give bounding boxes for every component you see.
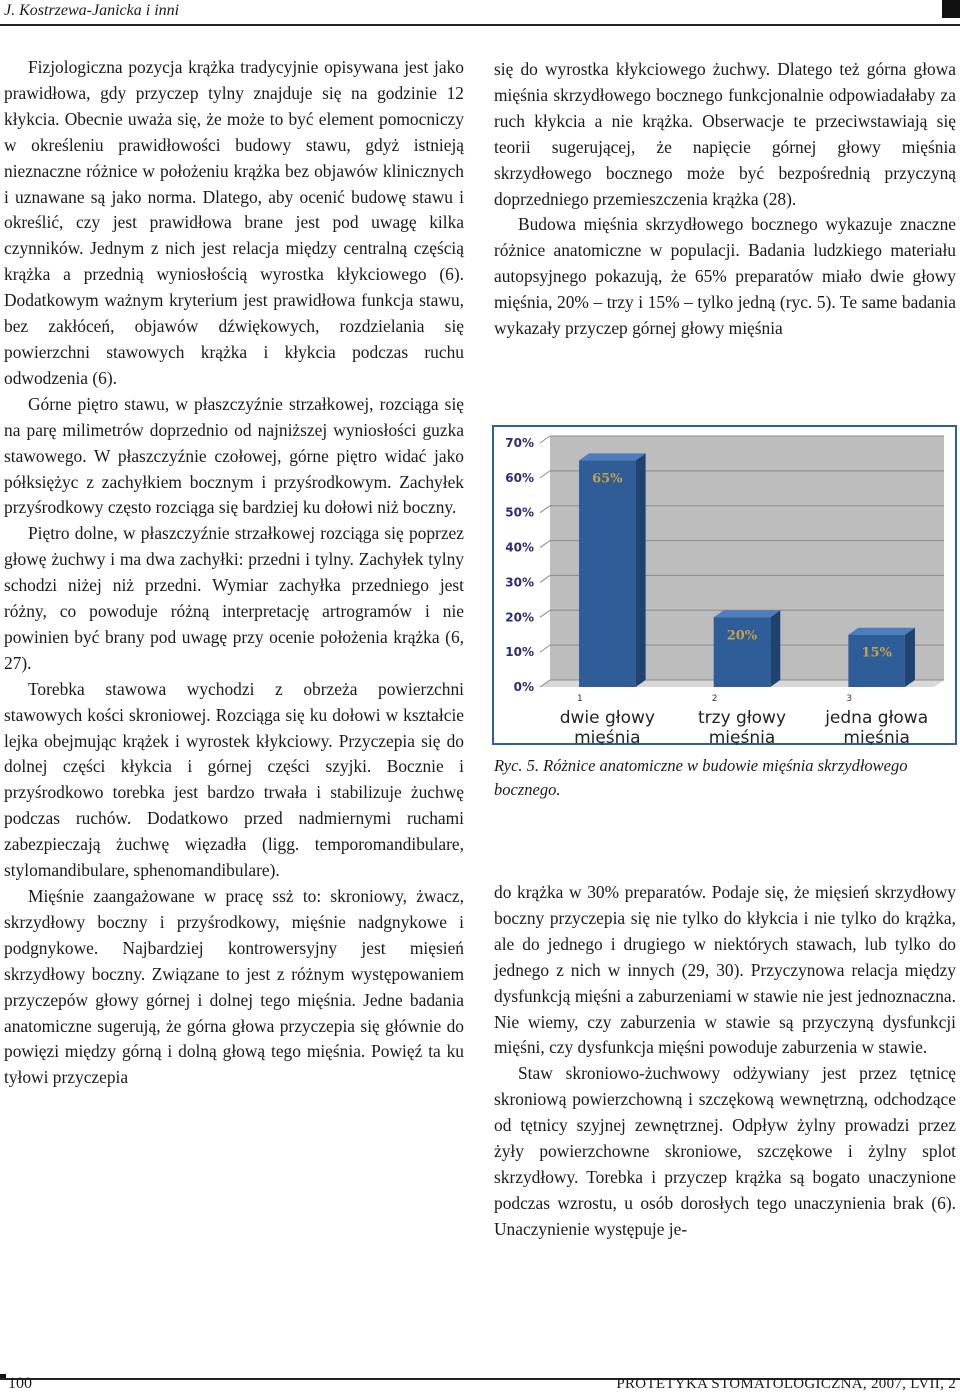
paragraph: Górne piętro stawu, w płaszczyźnie strzałkowej, rozciąga się na parę milimetrów doprzednio od najniższej wyniosłości guzka stawowego. W płaszczyźnie czołowej, górne piętro widać jako półksiężyc z zachyłkiem bocznym i przyśrodkowym. Zachyłek przyśrodkowy często rozciąga się bardziej ku dołowi niż boczny. [4,393,464,518]
bar-side [636,453,646,687]
y-tick-label: 50% [505,505,534,520]
figure-caption: Ryc. 5. Różnice anatomiczne w budowie mięśnia skrzydłowego bocznego. [494,756,908,799]
figure-chart [492,425,957,745]
x-category-label-line: jedna głowa [825,708,929,728]
bar-value-label: 15% [861,645,892,661]
x-category-number: 3 [846,694,853,704]
paragraph: Fizjologiczna pozycja krążka tradycyjnie opisywana jest jako prawidłowa, gdy przyczep tylny znajduje się na godzinie 12 kłykcia. Obecnie uważa się, że może to być element pomocniczy w określeniu prawidłowości budowy stawu, gdyż istnieją nieznaczne różnice w położeniu krążka bez objawów klinicznych i uznawane są jako norma. Dlatego, aby ocenić budowę stawu i określić, czy jest prawidłowa brane jest pod uwagę kilka czynników. Jednym z nich jest relacja między centralną częścią krążka a przednią wyniosłością wyrostka kłykciowego (6). Dodatkowym ważnym kryterium jest prawidłowa funkcja stawu, bez zakłóceń, objawów dźwiękowych, rozdzielania się powierzchni stawowych krążka i kłykcia podczas ruchu odwodzenia (6). [4,57,464,388]
x-category-label-line: mięśnia [843,728,910,745]
y-tick-label: 40% [505,540,534,555]
paragraph: Mięśnie zaangażowane w pracę ssż to: skroniowy, żwacz, skrzydłowy boczny i przyśrodkowy, mięśnie nadgnykowe i podgnykowe. Najbardziej kontrowersyjny jest mięsień skrzydłowy boczny. Związane to jest z różnym występowaniem przyczepów głowy górnej i dolnej tego mięśnia. Jedne badania anatomiczne sugerują, że górna głowa przyczepia się głównie do powięzi między górną i dolną głową tego mięśnia. Powięź ta ku tyłowi przyczepia [4,886,464,1088]
y-tick-label: 20% [505,610,534,625]
page-header [0,0,960,22]
x-category-label [698,708,786,745]
x-category-label-line: dwie głowy [559,708,655,728]
right-column-bottom [494,880,956,1243]
right-column-top [494,57,956,342]
paragraph: Budowa mięśnia skrzydłowego bocznego wykazuje znaczne różnice anatomiczne w populacji. Badania ludzkiego materiału autopsyjnego pokazują, że 65% preparatów miało dwie głowy mięśnia, 20% – trzy i 15% – tylko jedną (ryc. 5). Te same badania wykazały przyczep górnej głowy mięśnia [494,214,956,339]
bar-top [848,628,915,635]
bar-value-label: 65% [592,471,623,487]
bar [848,635,905,687]
paragraph: Staw skroniowo-żuchwowy odżywiany jest przez tętnicę skroniową powierzchowną i szczękową wewnętrzną, odchodzące od tętnicy szyjnej zewnętrznej. Odpływ żylny prowadzi przez żyły powierzchowne skroniowe, szczękowe i żylny splot skrzydłowy. Torebka i przyczep krążka są bogato unaczynione podczas wzrostu, u osób dorosłych tego unaczynienia brak (6). Unaczynienie występuje je- [494,1063,956,1239]
paragraph: się do wyrostka kłykciowego żuchwy. Dlatego też górna głowa mięśnia skrzydłowego bocznego funkcjonalnie odpowiadałaby za ruch kłykcia a nie krążka. Obserwacje te przeciwstawiają się teorii sugerującej, że napięcie górnej głowy mięśnia skrzydłowego bocznego może być bezpośrednią przyczyną doprzedniego przemieszczenia krążka (28). [494,59,956,209]
x-category-number: 2 [711,694,718,704]
y-tick-label: 10% [505,645,534,660]
x-category-number: 1 [577,694,583,704]
bar-top [714,610,781,617]
paragraph: Torebka stawowa wychodzi z obrzeża powierzchni stawowych kości skroniowej. Rozciąga się ku dołowi w kształcie lejka obejmując krążek i wyrostek kłykciowy. Przyczepia się do dolnej części kłykcia i górnej części szyjki. Bocznie i przyśrodkowo torebka jest bardzo trwała i stabilizuje żuchwę podczas ruchów. Dodatkowo przed nadmiernymi ruchami zabezpieczają żuchwę więzadła (ligg. temporomandibulare, stylomandibulare, sphenomandibulare). [4,678,464,881]
paragraph: do krążka w 30% preparatów. Podaje się, że mięsień skrzydłowy boczny przyczepia się nie tylko do kłykcia i nie tylko do krążka, ale do jednego i drugiego w niektórych stawach, lub tylko do jednego z nich w innych (29, 30). Przyczynowa relacja między dysfunkcją mięśni a zaburzeniami w stawie nie jest jednoznaczna. Nie wiemy, czy zaburzenia w stawie są przyczyną dysfunkcji mięśni, czy dysfunkcja mięśni powoduje zaburzenia w stawie. [494,882,956,1058]
bar-top [579,453,646,460]
bar-side [905,628,915,687]
y-tick-label: 0% [513,680,534,694]
header-marker [942,0,960,18]
x-category-label-line: mięśnia [708,728,776,745]
bar-side [770,610,780,687]
running-head-author: J. Kostrzewa-Janicka i inni [4,2,180,19]
y-tick-label: 30% [505,575,534,590]
left-column [4,55,464,1091]
bar-value-label: 20% [726,628,758,644]
paragraph: Piętro dolne, w płaszczyźnie strzałkowej rozciąga się poprzez głowę żuchwy i ma dwa zachyłki: przedni i tylny. Zachyłek tylny schodzi niżej niż przedni. Wymiar zachyłka przedniego jest różny, co powoduje różną interpretację artrogramów i nie powinien być brany pod uwagę przy ocenie położenia krążka (6, 27). [4,523,464,673]
bar [579,460,636,687]
page-number: 100 [8,1375,32,1392]
journal-title: PROTETYKA STOMATOLOGICZNA, 2007, LVII, 2 [616,1376,956,1392]
y-tick-label: 60% [505,470,534,485]
header-rule [0,24,960,26]
bar-chart [492,425,957,745]
y-tick-label: 70% [505,436,534,450]
x-category-label-line: mięśnia [574,728,641,745]
x-category-label-line: trzy głowy [697,708,787,728]
